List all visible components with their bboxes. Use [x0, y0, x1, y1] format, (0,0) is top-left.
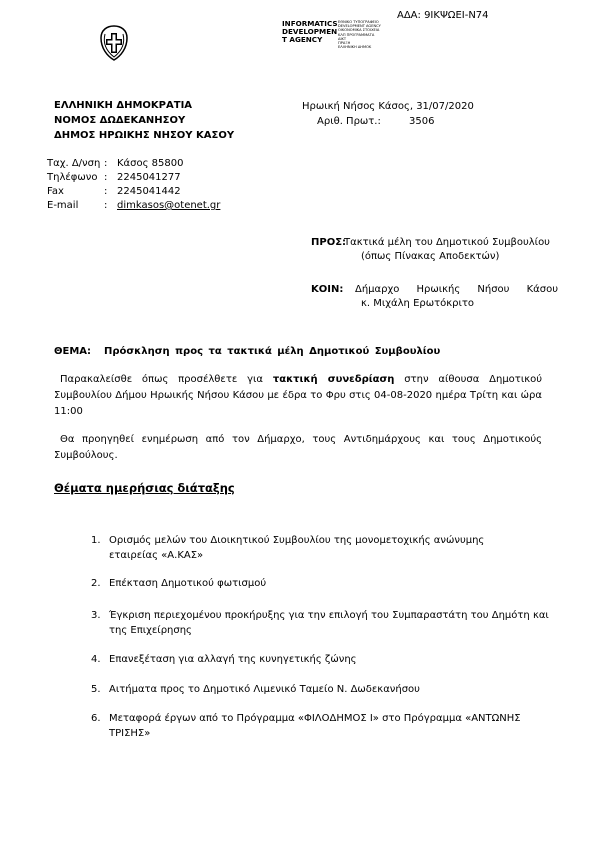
- to-recipients-note: (όπως Πίνακας Αποδεκτών): [361, 251, 500, 262]
- contact-email-link[interactable]: dimkasos@otenet.gr: [117, 200, 221, 211]
- contact-phone-label: Τηλέφωνο: [47, 172, 98, 183]
- contact-email-label: E-mail: [47, 200, 79, 211]
- contact-email-sep: :: [104, 200, 108, 211]
- protocol-number: 3506: [409, 116, 435, 127]
- cc-recipient-name: κ. Μιχάλη Ερωτόκριτο: [361, 298, 475, 309]
- agenda-item-text: Έγκριση περιεχομένου προκήρυξης για την επιλογή του Συμπαραστάτη του Δημότη και της Επιχείρησης: [109, 610, 549, 636]
- agency-tiny-6: ΠΡΑΞΗ: [338, 41, 351, 46]
- contact-address-sep: :: [104, 158, 108, 169]
- agenda-item-2: [91, 576, 531, 592]
- agenda-item-number: 5.: [91, 684, 101, 695]
- agenda-item-text: Επανεξέταση για αλλαγή της κυνηγετικής ζώνης: [109, 654, 357, 665]
- agenda-item-text: Αιτήματα προς το Δημοτικό Λιμενικό Ταμείο Ν. Δωδεκανήσου: [109, 684, 420, 695]
- header-municipality: ΔΗΜΟΣ ΗΡΩΙΚΗΣ ΝΗΣΟΥ ΚΑΣΟΥ: [54, 130, 235, 141]
- agenda-item-number: 3.: [91, 610, 101, 621]
- contact-phone-sep: :: [104, 172, 108, 183]
- cc-label: ΚΟΙΝ:: [311, 284, 344, 295]
- invitation-text-start: Παρακαλείσθε όπως προσέλθετε για: [60, 374, 273, 385]
- agency-tiny-7: ΕΛΛΗΝΙΚΗ ΔΗΜΟΚ: [338, 45, 372, 50]
- agenda-item-4: [91, 652, 531, 668]
- invitation-meeting-type: τακτική συνεδρίαση: [272, 374, 395, 385]
- contact-fax-label: Fax: [47, 186, 64, 197]
- subject-label: ΘΕΜΑ:: [54, 346, 92, 357]
- agency-line-3: T AGENCY: [282, 35, 323, 44]
- agency-line-2: DEVELOPMEN: [282, 27, 338, 36]
- contact-fax-sep: :: [104, 186, 108, 197]
- header-republic: ΕΛΛΗΝΙΚΗ ΔΗΜΟΚΡΑΤΙΑ: [54, 100, 193, 111]
- header-prefecture: ΝΟΜΟΣ ΔΩΔΕΚΑΝΗΣΟΥ: [54, 115, 186, 126]
- agenda-item-1: [91, 533, 531, 565]
- agency-logo: [282, 20, 338, 44]
- contact-address-value: Κάσος 85800: [117, 158, 184, 169]
- contact-address-label: Ταχ. Δ/νση: [47, 158, 101, 169]
- agenda-item-number: 6.: [91, 713, 101, 724]
- agenda-item-text: Επέκταση Δημοτικού φωτισμού: [109, 578, 267, 589]
- agenda-item-number: 1.: [91, 535, 101, 546]
- contact-phone-value: 2245041277: [117, 172, 181, 183]
- cc-recipient: Δήμαρχο Ηρωικής Νήσου Κάσου: [355, 284, 558, 295]
- ada-code: ΑΔΑ: 9ΙΚΨΩΕΙ-Ν74: [397, 10, 489, 21]
- agency-logo-small-text: [338, 20, 381, 49]
- agenda-item-5: [91, 682, 531, 698]
- agenda-item-text: Μεταφορά έργων από το Πρόγραμμα «ΦΙΛΟΔΗΜΟΣ Ι» στο Πρόγραμμα «ΑΝΤΩΝΗΣ ΤΡΙΣΗΣ»: [109, 713, 521, 739]
- briefing-paragraph: Θα προηγηθεί ενημέρωση από τον Δήμαρχο, τους Αντιδημάρχους και τους Δημοτικούς Συμβούλους.: [54, 434, 542, 461]
- agenda-title: Θέματα ημερήσιας διάταξης: [54, 481, 235, 495]
- protocol-label: Αριθ. Πρωτ.:: [317, 116, 381, 127]
- greek-coat-of-arms-icon: [95, 24, 133, 62]
- agency-tiny-3: ΟΙΚΟΝΟΜΙΚΑ ΣΤΟΙΧΕΙΑ: [338, 28, 380, 33]
- agenda-item-number: 2.: [91, 578, 101, 589]
- agency-tiny-1: ΕΘΝΙΚΟ ΤΥΠΟΓΡΑΦΕΙΟ: [338, 20, 379, 24]
- to-recipients: Τακτικά μέλη του Δημοτικού Συμβουλίου: [344, 237, 550, 248]
- agency-tiny-4: ΚΛΠ ΠΡΟΓΡΑΜΜΑΤΑ: [338, 32, 375, 37]
- agenda-item-3: [91, 608, 555, 640]
- agenda-item-text: Ορισμός μελών του Διοικητικού Συμβουλίου της μονομετοχικής ανώνυμης εταιρείας «Α.ΚΑΣ»: [109, 535, 485, 561]
- agency-tiny-5: ΔΙΚΤ: [338, 36, 347, 41]
- agenda-item-number: 4.: [91, 654, 101, 665]
- agency-tiny-2: DEVELOPMENT AGENCY: [338, 24, 381, 29]
- invitation-paragraph: [54, 372, 542, 420]
- subject-text: Πρόσκληση προς τα τακτικά μέλη Δημοτικού Συμβουλίου: [104, 346, 441, 357]
- to-label: ΠΡΟΣ:: [311, 237, 347, 248]
- agenda-item-6: [91, 711, 539, 743]
- contact-fax-value: 2245041442: [117, 186, 181, 197]
- place-date: Ηρωική Νήσος Κάσος, 31/07/2020: [302, 101, 474, 112]
- agency-line-1: INFORMATICS: [282, 19, 338, 28]
- invitation-text-end: στην αίθουσα Δημοτικού Συμβουλίου Δήμου Ηρωικής Νήσου Κάσου με έδρα το Φρυ στις 04-08-2020 ημέρα Τρίτη και ώρα 11:00: [54, 374, 543, 417]
